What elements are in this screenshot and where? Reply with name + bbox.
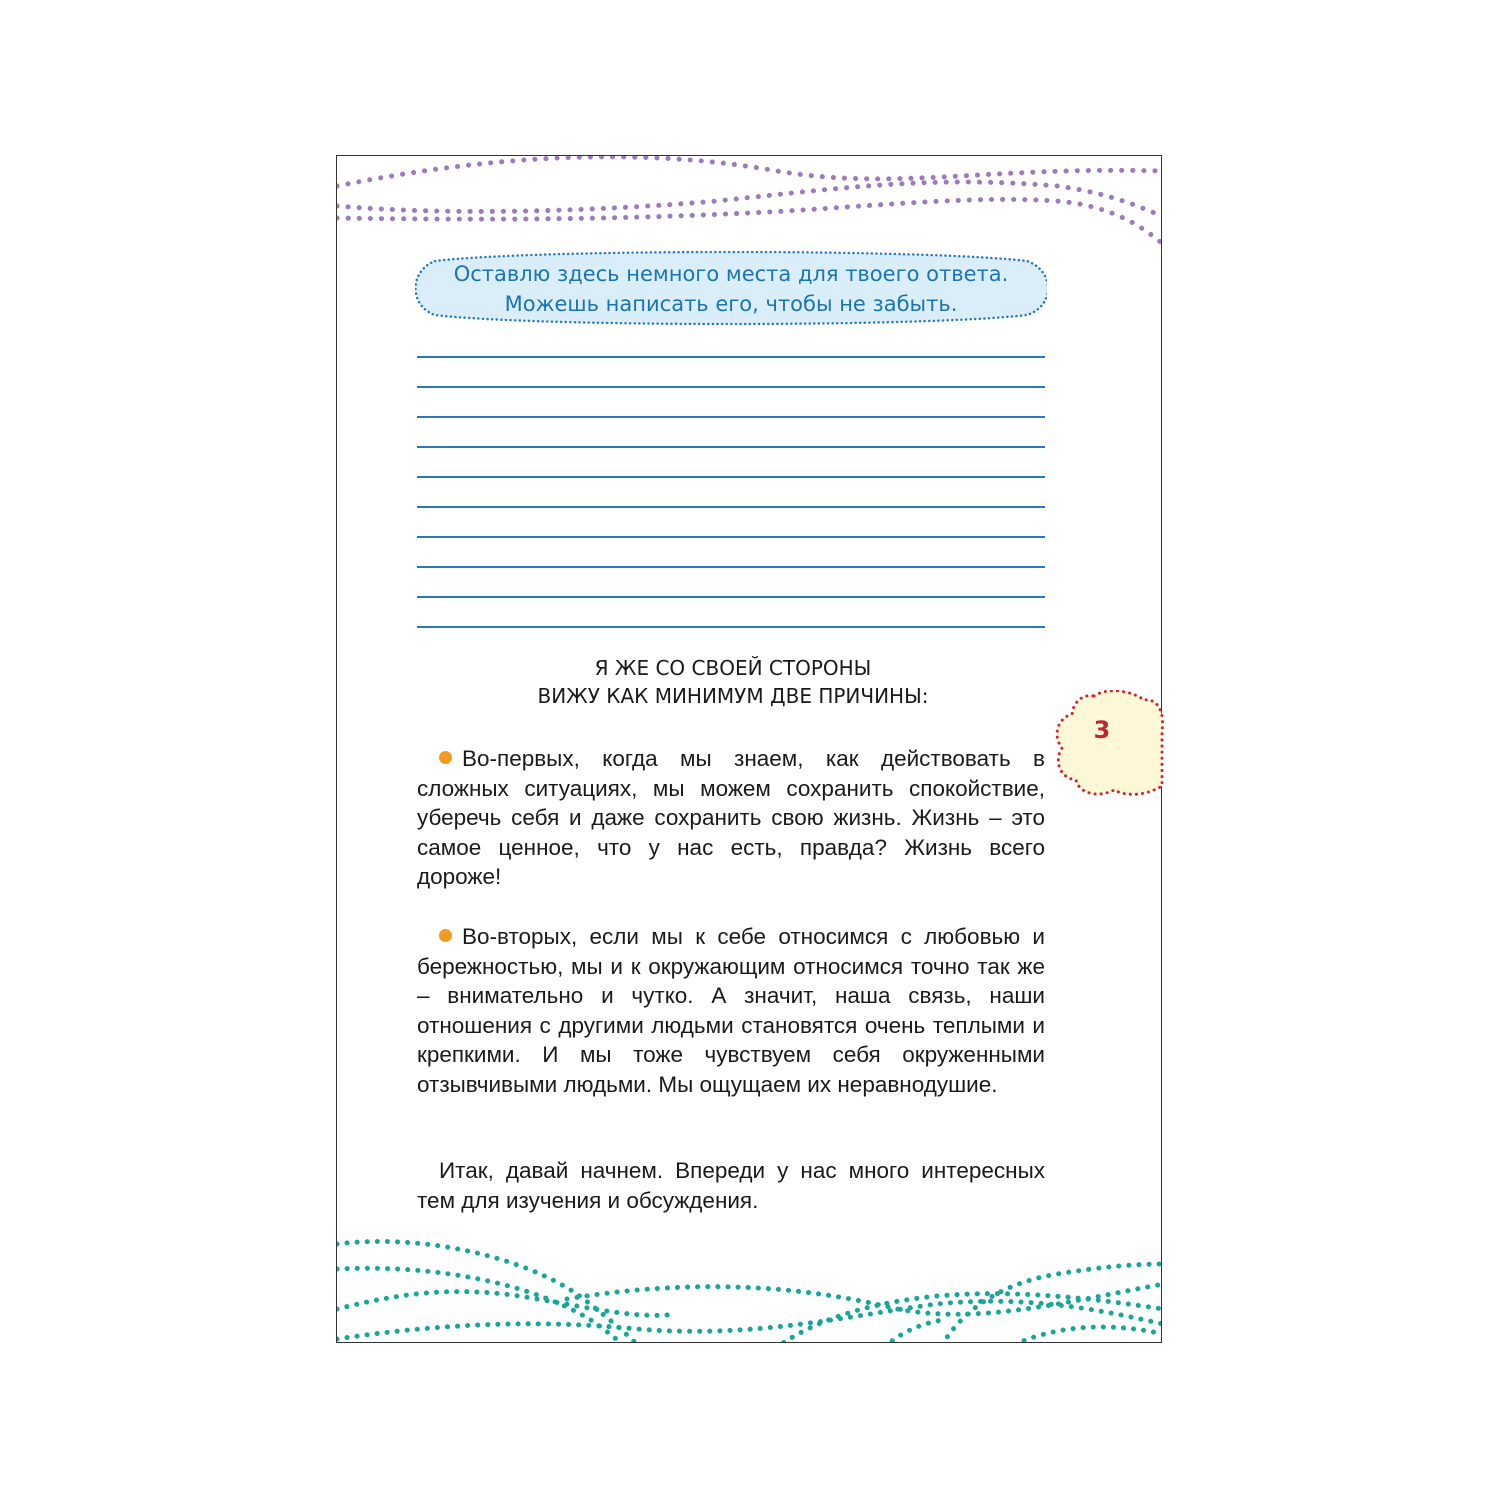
answer-lines[interactable] — [417, 356, 1045, 656]
answer-line[interactable] — [417, 506, 1045, 508]
bottom-dotted-waves — [337, 1224, 1162, 1343]
book-page — [336, 155, 1162, 1343]
paragraph-closing — [417, 1156, 1045, 1215]
bullet-icon — [439, 929, 452, 942]
top-dotted-waves — [337, 156, 1162, 256]
page-number-badge — [1054, 690, 1164, 796]
answer-line[interactable] — [417, 566, 1045, 568]
speech-bubble — [415, 251, 1047, 325]
answer-line[interactable] — [417, 626, 1045, 628]
answer-line[interactable] — [417, 536, 1045, 538]
paragraph-first — [417, 744, 1045, 892]
paragraph-closing-text: Итак, давай начнем. Впереди у нас много интересных тем для изучения и обсуждения. — [417, 1158, 1045, 1213]
answer-line[interactable] — [417, 416, 1045, 418]
section-heading — [417, 654, 1049, 710]
answer-line[interactable] — [417, 596, 1045, 598]
bubble-text-line-2: Можешь написать его, чтобы не забыть. — [504, 292, 958, 316]
page-number: 3 — [1093, 716, 1111, 744]
answer-line[interactable] — [417, 386, 1045, 388]
heading-line-2: ВИЖУ КАК МИНИМУМ ДВЕ ПРИЧИНЫ: — [537, 684, 929, 708]
paragraph-second-text: Во-вторых, если мы к себе относимся с любовью и бережностью, мы и к окружающим относимся точно так же – внимательно и чутко. А значит, наша связь, наши отношения с другими людьми становятся очень теплыми и крепкими. И мы тоже чувствуем себя окруженными отзывчивыми людьми. Мы ощущаем их неравнодушие. — [417, 924, 1045, 1097]
bubble-text-line-1: Оставлю здесь немного места для твоего ответа. — [453, 262, 1009, 286]
answer-line[interactable] — [417, 356, 1045, 358]
paragraph-first-text: Во-первых, когда мы знаем, как действовать в сложных ситуациях, мы можем сохранить спокойствие, уберечь себя и даже сохранить свою жизнь. Жизнь – это самое ценное, что у нас есть, правда? Жизнь всего дороже! — [417, 746, 1045, 889]
paragraph-second — [417, 922, 1045, 1099]
answer-line[interactable] — [417, 446, 1045, 448]
heading-line-1: Я ЖЕ СО СВОЕЙ СТОРОНЫ — [594, 656, 872, 680]
bullet-icon — [439, 751, 452, 764]
answer-line[interactable] — [417, 476, 1045, 478]
